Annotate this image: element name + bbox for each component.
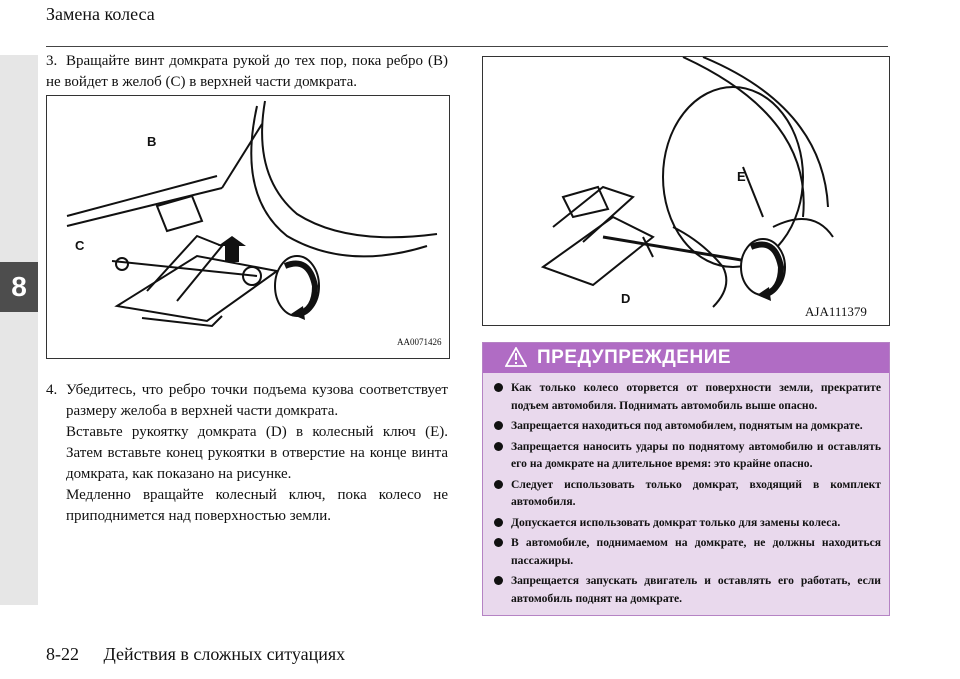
warning-item: Запрещается находиться под автомобилем, поднятым на домкрате. — [493, 417, 881, 435]
callout-b: B — [147, 134, 157, 149]
bullet-icon — [494, 421, 503, 430]
step-3-text: Вращайте винт домкрата рукой до тех пор, пока ребро (B) не войдет в желоб (C) в верхней части домкрата. — [46, 53, 448, 90]
header-divider — [46, 46, 888, 47]
figure-jack-handle — [482, 56, 890, 326]
warning-item: Запрещается наносить удары по поднятому автомобилю и оставлять его на домкрате на длительное время: это крайне опасно. — [493, 438, 881, 473]
warning-item: Следует использовать только домкрат, входящий в комплект автомобиля. — [493, 476, 881, 511]
callout-c: C — [75, 238, 85, 253]
warning-item: Запрещается запускать двигатель и оставлять его работать, если автомобиль поднят на домкрате. — [493, 572, 881, 607]
page-footer — [46, 644, 345, 665]
jack-under-car-illustration — [47, 96, 449, 358]
rotation-arrow-icon — [275, 256, 319, 320]
bullet-icon — [494, 518, 503, 527]
step-3 — [46, 51, 448, 93]
warning-item: Допускается использовать домкрат только для замены колеса. — [493, 514, 881, 532]
figure-jack-ridge — [46, 95, 450, 359]
bullet-icon — [494, 576, 503, 585]
step-4-number: 4. — [46, 382, 58, 398]
step-4-line-3: Медленно вращайте колесный ключ, пока колесо не приподнимется над поверхностью земли. — [66, 487, 448, 524]
wrench-and-handle-illustration — [483, 57, 889, 325]
figure-right-code: AJA111379 — [805, 304, 867, 319]
warning-header — [483, 343, 889, 373]
step-4-line-2: Вставьте рукоятку домкрата (D) в колесный ключ (E). Затем вставьте конец рукоятки в отверстие на конце винта домкрата, как показано на рисунке. — [66, 424, 448, 482]
rotation-arrow-icon — [741, 239, 785, 301]
warning-box — [482, 342, 890, 616]
page-header-title: Замена колеса — [46, 4, 155, 24]
chapter-tab: 8 — [0, 262, 38, 312]
warning-item: В автомобиле, поднимаемом на домкрате, не должны находиться пассажиры. — [493, 534, 881, 569]
figure-left-code: AA0071426 — [397, 337, 442, 347]
page-number: 8-22 — [46, 644, 79, 664]
callout-d: D — [621, 291, 631, 306]
callout-e: E — [737, 169, 746, 184]
section-title: Действия в сложных ситуациях — [103, 644, 346, 664]
bullet-icon — [494, 383, 503, 392]
step-3-number: 3. — [46, 53, 58, 69]
step-4-line-1: Убедитесь, что ребро точки подъема кузова соответствует размеру желоба в верхней части домкрата. — [66, 382, 448, 419]
warning-list — [483, 373, 889, 607]
chapter-sidebar — [0, 55, 38, 605]
warning-item: Как только колесо оторвется от поверхности земли, прекратите подъем автомобиля. Поднимать автомобиль выше опасно. — [493, 379, 881, 414]
warning-title: ПРЕДУПРЕЖДЕНИЕ — [537, 347, 732, 368]
bullet-icon — [494, 442, 503, 451]
bullet-icon — [494, 538, 503, 547]
bullet-icon — [494, 480, 503, 489]
up-arrow-icon — [218, 236, 246, 262]
step-4 — [46, 380, 448, 527]
warning-triangle-icon — [505, 347, 527, 367]
